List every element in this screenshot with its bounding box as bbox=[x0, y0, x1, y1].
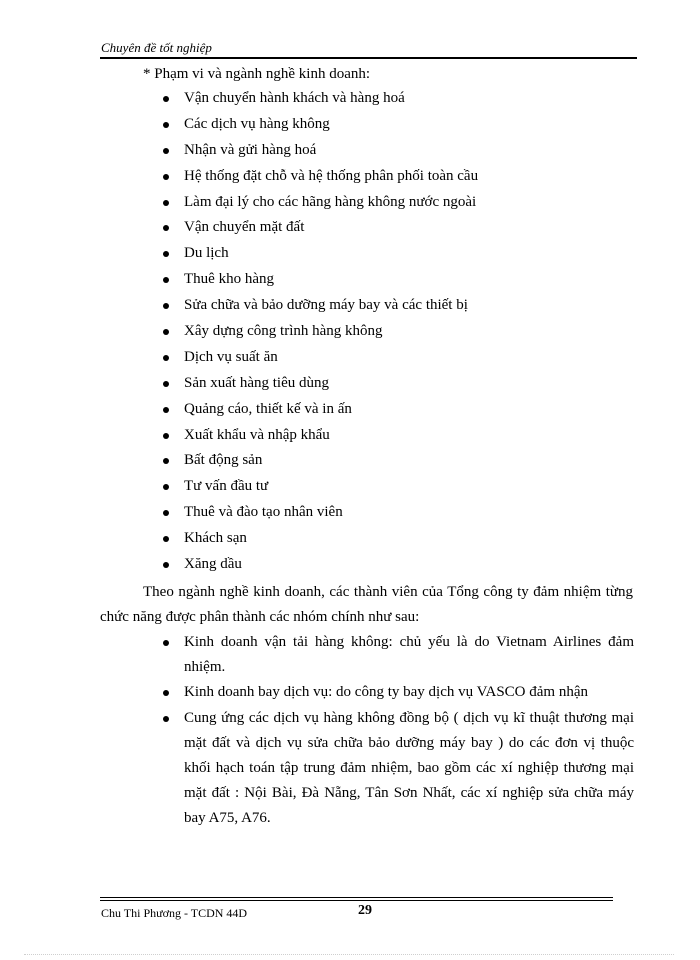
list-item bbox=[160, 241, 478, 267]
bullet-icon bbox=[163, 484, 169, 490]
list-item bbox=[160, 423, 478, 449]
function-groups-list bbox=[160, 630, 634, 831]
list-item bbox=[160, 474, 478, 500]
list-item-text: Làm đại lý cho các hãng hàng không nước ngoài bbox=[184, 193, 477, 210]
bullet-icon bbox=[163, 562, 169, 568]
page-number: 29 bbox=[358, 903, 372, 918]
section-heading: * Phạm vi và ngành nghề kinh doanh: bbox=[143, 66, 371, 82]
list-item bbox=[160, 319, 478, 345]
list-item bbox=[160, 680, 634, 706]
list-item-text: Nhận và gửi hàng hoá bbox=[184, 141, 317, 158]
list-item-text: Các dịch vụ hàng không bbox=[184, 115, 330, 132]
bullet-icon bbox=[163, 329, 169, 335]
bullet-icon bbox=[163, 640, 169, 646]
list-item bbox=[160, 138, 478, 164]
list-item bbox=[160, 397, 478, 423]
list-item-text: Quảng cáo, thiết kế và in ấn bbox=[184, 400, 352, 417]
list-item-text: Xuất khẩu và nhập khẩu bbox=[184, 426, 330, 443]
bullet-icon bbox=[163, 355, 169, 361]
bullet-icon bbox=[163, 716, 169, 722]
list-item-text: Sửa chữa và bảo dưỡng máy bay và các thiết bị bbox=[184, 297, 468, 314]
list-item-text: Kinh doanh bay dịch vụ: do công ty bay dịch vụ VASCO đảm nhận bbox=[184, 684, 588, 700]
footer-divider bbox=[100, 900, 613, 901]
list-item bbox=[160, 448, 478, 474]
list-item-text: Bất động sản bbox=[184, 452, 263, 469]
list-item-text: Cung ứng các dịch vụ hàng không đồng bộ ( dịch vụ kĩ thuật thương mại mặt đất và dịch vụ sửa chữa bảo dưỡng máy bay ) do các đơn vị thuộc khối hạch toán tập trung đảm nhiệm, bao gồm các xí nghiệp thương mại mặt đất : Nội Bài, Đà Nẵng, Tân Sơn Nhất, các xí nghiệp sửa chữa máy bay A75, A76. bbox=[184, 710, 634, 826]
page-edge-dotted-line bbox=[24, 954, 674, 955]
list-item bbox=[160, 267, 478, 293]
list-item bbox=[160, 706, 634, 831]
bullet-icon bbox=[163, 148, 169, 154]
list-item bbox=[160, 112, 478, 138]
bullet-icon bbox=[163, 458, 169, 464]
list-item bbox=[160, 86, 478, 112]
bullet-icon bbox=[163, 407, 169, 413]
list-item-text: Thuê và đào tạo nhân viên bbox=[184, 504, 343, 521]
business-scope-list bbox=[160, 86, 478, 578]
list-item-text: Du lịch bbox=[184, 245, 229, 262]
list-item bbox=[160, 164, 478, 190]
bullet-icon bbox=[163, 433, 169, 439]
list-item-text: Thuê kho hàng bbox=[184, 271, 274, 288]
list-item-text: Xây dựng công trình hàng không bbox=[184, 323, 383, 340]
bullet-icon bbox=[163, 536, 169, 542]
footer-author: Chu Thi Phương - TCDN 44D bbox=[101, 906, 248, 920]
list-item bbox=[160, 215, 478, 241]
list-item-text: Sản xuất hàng tiêu dùng bbox=[184, 374, 329, 391]
list-item-text: Xăng dầu bbox=[184, 556, 242, 573]
list-item-text: Hệ thống đặt chỗ và hệ thống phân phối toàn cầu bbox=[184, 167, 479, 184]
list-item bbox=[160, 630, 634, 680]
intro-paragraph: Theo ngành nghề kinh doanh, các thành viên của Tổng công ty đảm nhiệm từng chức năng được phân thành các nhóm chính như sau: bbox=[100, 584, 633, 625]
footer-divider bbox=[100, 897, 613, 898]
list-item bbox=[160, 190, 478, 216]
bullet-icon bbox=[163, 277, 169, 283]
bullet-icon bbox=[163, 690, 169, 696]
list-item bbox=[160, 345, 478, 371]
header-divider bbox=[100, 57, 637, 59]
header-title: Chuyên đề tốt nghiệp bbox=[101, 40, 212, 55]
bullet-icon bbox=[163, 381, 169, 387]
bullet-icon bbox=[163, 510, 169, 516]
list-item-text: Tư vấn đầu tư bbox=[184, 478, 269, 495]
list-item bbox=[160, 552, 478, 578]
bullet-icon bbox=[163, 303, 169, 309]
list-item-text: Kinh doanh vận tải hàng không: chủ yếu là do Vietnam Airlines đảm nhiệm. bbox=[184, 634, 634, 675]
list-item bbox=[160, 293, 478, 319]
list-item bbox=[160, 526, 478, 552]
list-item-text: Vận chuyển hành khách và hàng hoá bbox=[184, 90, 405, 106]
bullet-icon bbox=[163, 122, 169, 128]
bullet-icon bbox=[163, 200, 169, 206]
list-item-text: Khách sạn bbox=[184, 530, 247, 547]
list-item-text: Vận chuyển mặt đất bbox=[184, 219, 305, 236]
bullet-icon bbox=[163, 225, 169, 231]
bullet-icon bbox=[163, 96, 169, 102]
bullet-icon bbox=[163, 251, 169, 257]
bullet-icon bbox=[163, 174, 169, 180]
list-item-text: Dịch vụ suất ăn bbox=[184, 348, 278, 365]
list-item bbox=[160, 500, 478, 526]
list-item bbox=[160, 371, 478, 397]
